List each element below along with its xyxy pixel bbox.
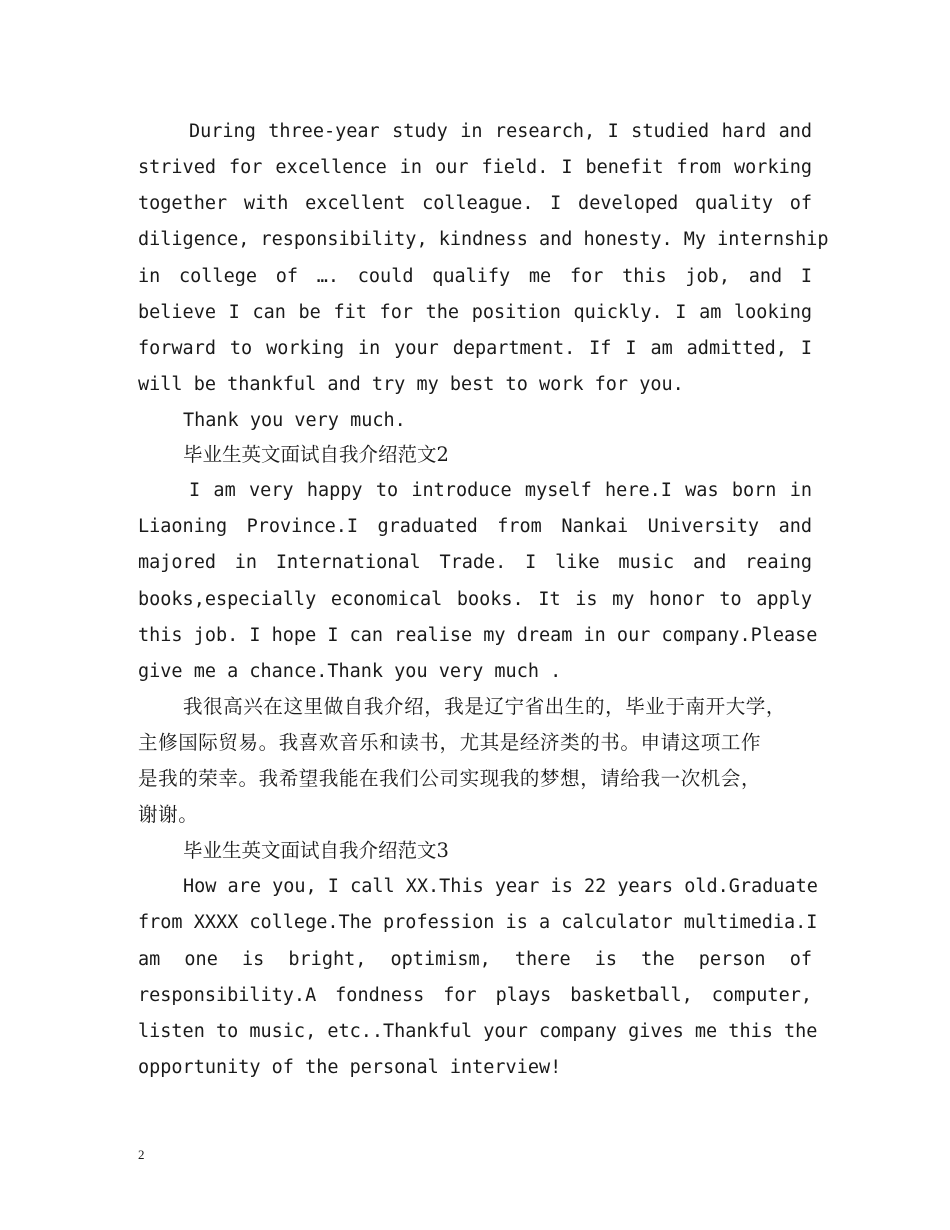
paragraph-line: strived for excellence in our field. I benefit from working xyxy=(138,157,812,178)
paragraph-line: Liaoning Province.I graduated from Nankai University and xyxy=(138,516,812,537)
paragraph-line: opportunity of the personal interview! xyxy=(138,1057,562,1078)
closing-line: Thank you very much. xyxy=(183,410,406,431)
section-heading: 毕业生英文面试自我介绍范文3 xyxy=(183,839,449,862)
paragraph-line: I am very happy to introduce myself here.I was born in xyxy=(189,480,812,501)
chinese-paragraph-line: 主修国际贸易。我喜欢音乐和读书，尤其是经济类的书。申请这项工作 xyxy=(138,731,762,754)
chinese-paragraph-line: 我很高兴在这里做自我介绍，我是辽宁省出生的，毕业于南开大学， xyxy=(183,695,787,718)
chinese-paragraph-line: 谢谢。 xyxy=(138,803,199,826)
page-number: 2 xyxy=(138,1147,145,1162)
paragraph-line: diligence, responsibility, kindness and honesty. My internship xyxy=(138,229,829,250)
paragraph-line: will be thankful and try my best to work for you. xyxy=(138,374,684,395)
paragraph-line: this job. I hope I can realise my dream in our company.Please xyxy=(138,625,818,646)
paragraph-line: give me a chance.Thank you very much . xyxy=(138,661,562,682)
section-heading: 毕业生英文面试自我介绍范文2 xyxy=(183,443,449,466)
chinese-paragraph-line: 是我的荣幸。我希望我能在我们公司实现我的梦想，请给我一次机会， xyxy=(138,767,762,790)
paragraph-line: books,especially economical books. It is my honor to apply xyxy=(138,589,812,610)
paragraph-line: am one is bright, optimism, there is the person of xyxy=(138,949,812,970)
paragraph-line: During three-year study in research, I studied hard and xyxy=(189,121,812,142)
paragraph-line: in college of …. could qualify me for this job, and I xyxy=(138,266,812,287)
paragraph-line: believe I can be fit for the position quickly. I am looking xyxy=(138,302,812,323)
paragraph-line: How are you, I call XX.This year is 22 years old.Graduate xyxy=(183,876,818,897)
paragraph-line: majored in International Trade. I like music and reaing xyxy=(138,552,812,573)
paragraph-line: together with excellent colleague. I developed quality of xyxy=(138,193,812,214)
paragraph-line: forward to working in your department. If I am admitted, I xyxy=(138,338,812,359)
paragraph-line: from XXXX college.The profession is a calculator multimedia.I xyxy=(138,912,818,933)
paragraph-line: listen to music, etc..Thankful your company gives me this the xyxy=(138,1021,818,1042)
paragraph-line: responsibility.A fondness for plays basketball, computer, xyxy=(138,985,812,1006)
